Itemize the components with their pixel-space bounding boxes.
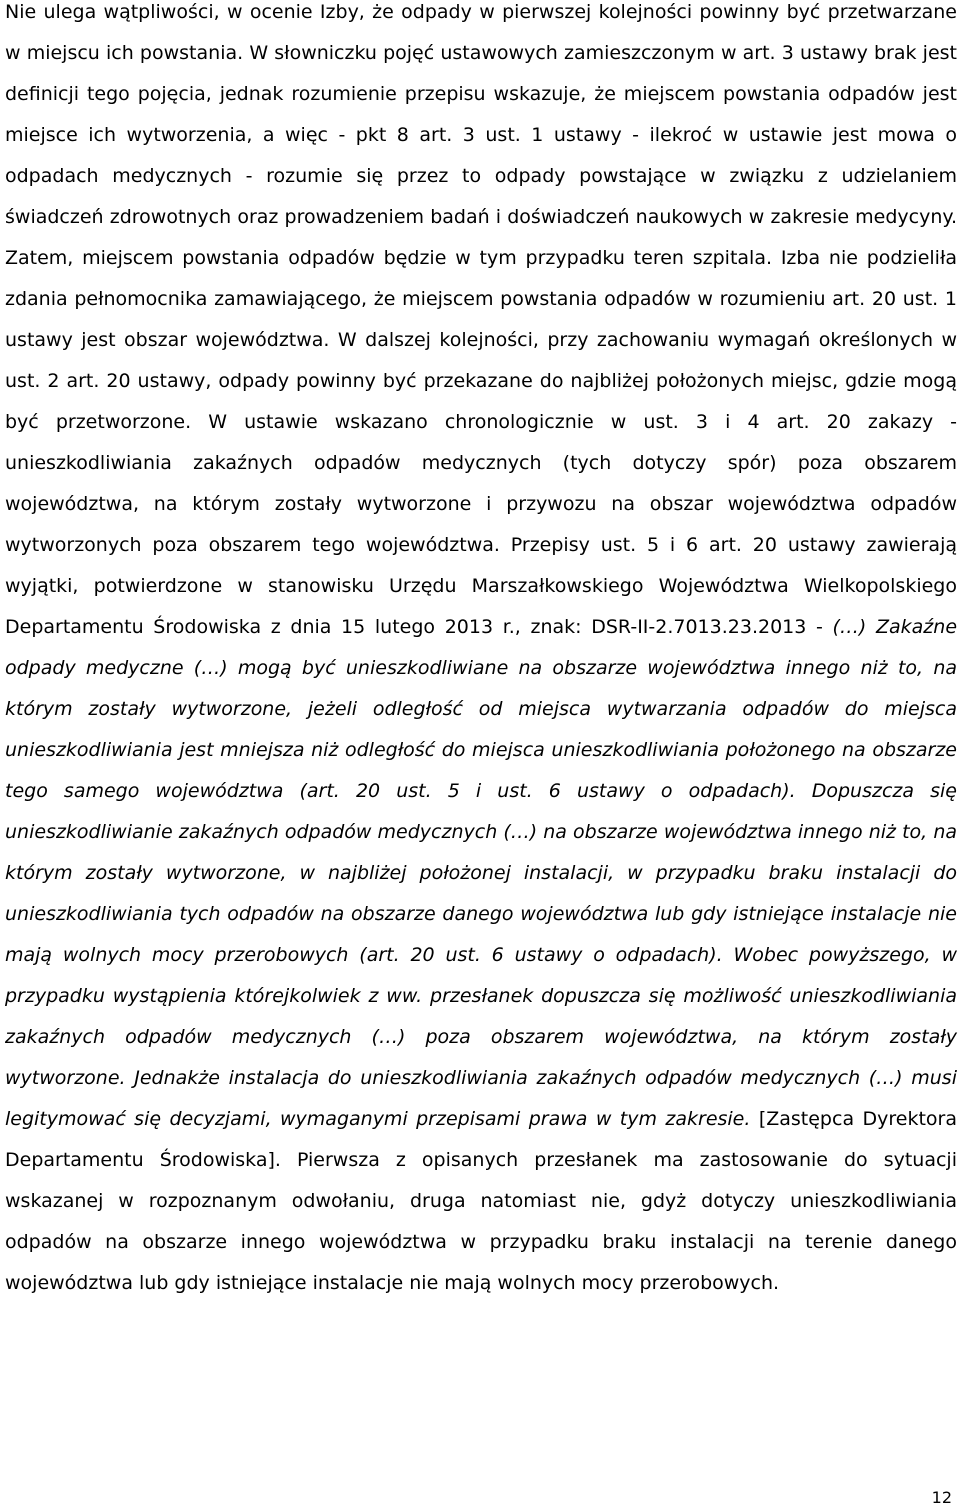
paragraph-text-part2: [Zastępca Dyrektora Departamentu Środowiska]. Pierwsza z opisanych przesłanek ma zastosowanie do sytuacji wskazanej w rozpoznanym odwołaniu, druga natomiast nie, gdyż dotyczy unieszkodliwiania odpadów na obszarze innego województwa w przypadku braku instalacji na terenie danego województwa lub gdy istniejące instalacje nie mają wolnych mocy przerobowych. <box>5 1108 957 1294</box>
body-paragraph <box>5 0 957 1304</box>
document-body <box>5 0 957 1304</box>
quoted-text: (…) Zakaźne odpady medyczne (…) mogą być unieszkodliwiane na obszarze województwa innego niż to, na którym zostały wytworzone, jeżeli odległość od miejsca wytwarzania odpadów do miejsca unieszkodliwiania jest mniejsza niż odległość do miejsca unieszkodliwiania położonego na obszarze tego samego województwa (art. 20 ust. 5 i ust. 6 ustawy o odpadach). Dopuszcza się unieszkodliwianie zakaźnych odpadów medycznych (…) na obszarze województwa innego niż to, na którym zostały wytworzone, w najbliżej położonej instalacji, w przypadku braku instalacji do unieszkodliwiania tych odpadów na obszarze danego województwa lub gdy istniejące instalacje nie mają wolnych mocy przerobowych (art. 20 ust. 6 ustawy o odpadach). Wobec powyższego, w przypadku wystąpienia którejkolwiek z ww. przesłanek dopuszcza się możliwość unieszkodliwiania zakaźnych odpadów medycznych (…) poza obszarem województwa, na którym zostały wytworzone. Jednakże instalacja do unieszkodliwiania zakaźnych odpadów medycznych (…) musi legitymować się decyzjami, wymaganymi przepisami prawa w tym zakresie. <box>5 616 958 1130</box>
paragraph-text-part1: Nie ulega wątpliwości, w ocenie Izby, że odpady w pierwszej kolejności powinny być przetwarzane w miejscu ich powstania. W słowniczku pojęć ustawowych zamieszczonym w art. 3 ustawy brak jest definicji tego pojęcia, jednak rozumienie przepisu wskazuje, że miejscem powstania odpadów jest miejsce ich wytworzenia, a więc - pkt 8 art. 3 ust. 1 ustawy - ilekroć w ustawie jest mowa o odpadach medycznych - rozumie się przez to odpady powstające w związku z udzielaniem świadczeń zdrowotnych oraz prowadzeniem badań i doświadczeń naukowych w zakresie medycyny. Zatem, miejscem powstania odpadów będzie w tym przypadku teren szpitala. Izba nie podzieliła zdania pełnomocnika zamawiającego, że miejscem powstania odpadów w rozumieniu art. 20 ust. 1 ustawy jest obszar województwa. W dalszej kolejności, przy zachowaniu wymagań określonych w ust. 2 art. 20 ustawy, odpady powinny być przekazane do najbliżej położonych miejsc, gdzie mogą być przetworzone. W ustawie wskazano chronologicznie w ust. 3 i 4 art. 20 zakazy - unieszkodliwiania zakaźnych odpadów medycznych (tych dotyczy spór) poza obszarem województwa, na którym zostały wytworzone i przywozu na obszar województwa odpadów wytworzonych poza obszarem tego województwa. Przepisy ust. 5 i 6 art. 20 ustawy zawierają wyjątki, potwierdzone w stanowisku Urzędu Marszałkowskiego Województwa Wielkopolskiego Departamentu Środowiska z dnia 15 lutego 2013 r., znak: DSR-II-2.7013.23.2013 - <box>5 1 957 638</box>
page-number: 12 <box>931 1488 952 1507</box>
